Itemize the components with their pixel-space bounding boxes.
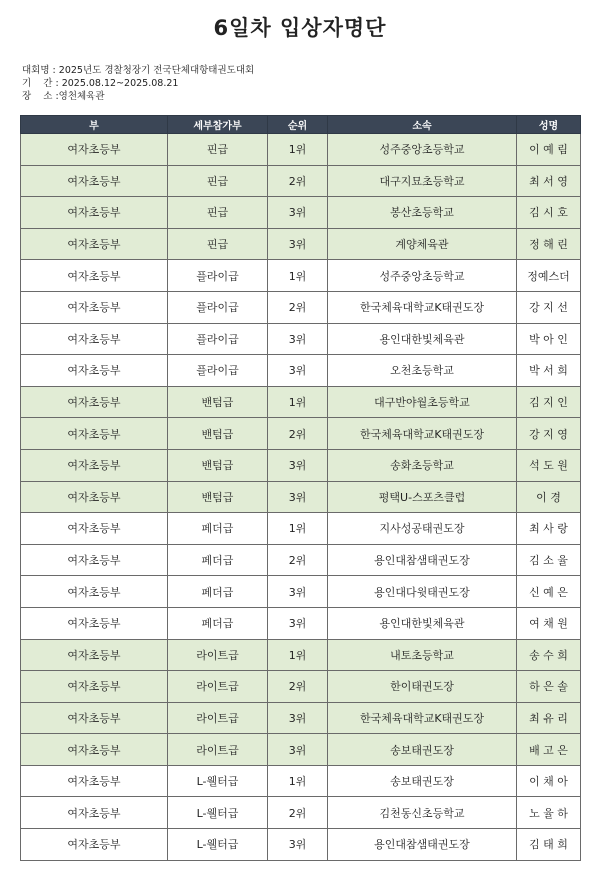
- cell-name: 정 해 린: [517, 228, 581, 260]
- cell-name: 최 서 영: [517, 165, 581, 197]
- cell-weight-class: 핀급: [168, 134, 268, 166]
- cell-weight-class: 페더급: [168, 544, 268, 576]
- cell-affiliation: 용인대한빛체육관: [328, 607, 517, 639]
- cell-rank: 3위: [268, 197, 328, 229]
- cell-name: 석 도 원: [517, 449, 581, 481]
- cell-division: 여자초등부: [21, 513, 168, 545]
- cell-division: 여자초등부: [21, 165, 168, 197]
- cell-division: 여자초등부: [21, 418, 168, 450]
- cell-division: 여자초등부: [21, 829, 168, 861]
- cell-rank: 2위: [268, 671, 328, 703]
- table-row: [21, 165, 581, 197]
- cell-affiliation: 송화초등학교: [328, 449, 517, 481]
- event-venue: 영천체육관: [58, 91, 105, 103]
- results-table: [20, 115, 581, 861]
- cell-division: 여자초등부: [21, 260, 168, 292]
- cell-division: 여자초등부: [21, 386, 168, 418]
- cell-name: 최 유 리: [517, 702, 581, 734]
- table-row: [21, 260, 581, 292]
- cell-division: 여자초등부: [21, 797, 168, 829]
- event-info: [22, 64, 254, 104]
- cell-name: 김 지 인: [517, 386, 581, 418]
- event-venue-label: 장 소 :: [22, 91, 59, 103]
- cell-affiliation: 용인대한빛체육관: [328, 323, 517, 355]
- cell-division: 여자초등부: [21, 323, 168, 355]
- cell-division: 여자초등부: [21, 197, 168, 229]
- cell-affiliation: 김천동신초등학교: [328, 797, 517, 829]
- cell-rank: 1위: [268, 134, 328, 166]
- event-period-row: [22, 77, 254, 90]
- event-name-row: [22, 64, 254, 77]
- cell-name: 박 서 희: [517, 355, 581, 387]
- cell-rank: 1위: [268, 639, 328, 671]
- cell-weight-class: 플라이급: [168, 355, 268, 387]
- cell-rank: 3위: [268, 734, 328, 766]
- cell-division: 여자초등부: [21, 734, 168, 766]
- cell-rank: 3위: [268, 355, 328, 387]
- table-row: [21, 197, 581, 229]
- cell-affiliation: 용인대참샘태권도장: [328, 544, 517, 576]
- cell-weight-class: 라이트급: [168, 702, 268, 734]
- cell-affiliation: 평택U-스포츠클럽: [328, 481, 517, 513]
- cell-affiliation: 성주중앙초등학교: [328, 134, 517, 166]
- cell-name: 여 채 원: [517, 607, 581, 639]
- cell-division: 여자초등부: [21, 671, 168, 703]
- header-weight-class: 세부참가부: [168, 116, 268, 134]
- cell-division: 여자초등부: [21, 702, 168, 734]
- cell-affiliation: 오천초등학교: [328, 355, 517, 387]
- cell-weight-class: 페더급: [168, 513, 268, 545]
- table-row: [21, 449, 581, 481]
- table-row: [21, 544, 581, 576]
- cell-rank: 3위: [268, 481, 328, 513]
- cell-affiliation: 계양체육관: [328, 228, 517, 260]
- table-row: [21, 134, 581, 166]
- cell-affiliation: 대구반야월초등학교: [328, 386, 517, 418]
- cell-affiliation: 대구지묘초등학교: [328, 165, 517, 197]
- table-row: [21, 607, 581, 639]
- cell-division: 여자초등부: [21, 544, 168, 576]
- cell-weight-class: 밴텀급: [168, 418, 268, 450]
- cell-rank: 1위: [268, 513, 328, 545]
- cell-rank: 3위: [268, 449, 328, 481]
- event-venue-row: [22, 90, 254, 103]
- table-row: [21, 639, 581, 671]
- cell-name: 배 고 은: [517, 734, 581, 766]
- cell-name: 정예스더: [517, 260, 581, 292]
- header-affiliation: 소속: [328, 116, 517, 134]
- table-row: [21, 734, 581, 766]
- table-row: [21, 291, 581, 323]
- event-name: 2025년도 경찰청장기 전국단체대항태권도대회: [58, 65, 255, 76]
- cell-weight-class: 라이트급: [168, 639, 268, 671]
- cell-rank: 2위: [268, 797, 328, 829]
- cell-rank: 1위: [268, 386, 328, 418]
- cell-affiliation: 송보태권도장: [328, 734, 517, 766]
- table-row: [21, 418, 581, 450]
- table-row: [21, 228, 581, 260]
- cell-weight-class: L-웰터급: [168, 765, 268, 797]
- table-row: [21, 702, 581, 734]
- cell-name: 이 채 아: [517, 765, 581, 797]
- cell-affiliation: 한국체육대학교K태권도장: [328, 291, 517, 323]
- cell-affiliation: 내토초등학교: [328, 639, 517, 671]
- cell-affiliation: 용인대참샘태권도장: [328, 829, 517, 861]
- cell-rank: 1위: [268, 765, 328, 797]
- table-row: [21, 829, 581, 861]
- cell-rank: 1위: [268, 260, 328, 292]
- event-period-label: 기 간 :: [22, 78, 62, 90]
- event-period: 2025.08.12~2025.08.21: [61, 78, 179, 90]
- cell-affiliation: 한이태권도장: [328, 671, 517, 703]
- cell-name: 신 예 은: [517, 576, 581, 608]
- header-name: 성명: [517, 116, 581, 134]
- cell-affiliation: 용인대다윗태권도장: [328, 576, 517, 608]
- cell-weight-class: 핀급: [168, 228, 268, 260]
- cell-affiliation: 한국체육대학교K태권도장: [328, 418, 517, 450]
- table-row: [21, 671, 581, 703]
- cell-rank: 2위: [268, 544, 328, 576]
- cell-weight-class: 플라이급: [168, 260, 268, 292]
- table-row: [21, 797, 581, 829]
- cell-rank: 2위: [268, 291, 328, 323]
- cell-weight-class: 핀급: [168, 165, 268, 197]
- cell-weight-class: 플라이급: [168, 323, 268, 355]
- table-row: [21, 576, 581, 608]
- table-row: [21, 355, 581, 387]
- cell-name: 강 지 선: [517, 291, 581, 323]
- table-row: [21, 323, 581, 355]
- table-row: [21, 386, 581, 418]
- cell-rank: 3위: [268, 228, 328, 260]
- cell-rank: 3위: [268, 702, 328, 734]
- table-row: [21, 513, 581, 545]
- cell-weight-class: 라이트급: [168, 671, 268, 703]
- cell-weight-class: 밴텀급: [168, 481, 268, 513]
- cell-name: 최 사 랑: [517, 513, 581, 545]
- cell-name: 김 소 율: [517, 544, 581, 576]
- cell-name: 이 경: [517, 481, 581, 513]
- cell-affiliation: 송보태권도장: [328, 765, 517, 797]
- cell-rank: 3위: [268, 607, 328, 639]
- cell-name: 하 은 솔: [517, 671, 581, 703]
- header-rank: 순위: [268, 116, 328, 134]
- header-division: 부: [21, 116, 168, 134]
- cell-name: 이 예 림: [517, 134, 581, 166]
- cell-name: 송 수 희: [517, 639, 581, 671]
- cell-division: 여자초등부: [21, 765, 168, 797]
- table-header-row: [21, 116, 581, 134]
- cell-name: 강 지 영: [517, 418, 581, 450]
- cell-rank: 2위: [268, 165, 328, 197]
- cell-rank: 3위: [268, 323, 328, 355]
- cell-division: 여자초등부: [21, 607, 168, 639]
- cell-division: 여자초등부: [21, 481, 168, 513]
- cell-name: 김 시 호: [517, 197, 581, 229]
- cell-name: 박 아 인: [517, 323, 581, 355]
- cell-affiliation: 봉산초등학교: [328, 197, 517, 229]
- event-name-label: 대회명 :: [22, 65, 59, 76]
- cell-weight-class: 밴텀급: [168, 386, 268, 418]
- cell-name: 김 태 희: [517, 829, 581, 861]
- table-row: [21, 481, 581, 513]
- cell-rank: 2위: [268, 418, 328, 450]
- cell-division: 여자초등부: [21, 449, 168, 481]
- cell-rank: 3위: [268, 829, 328, 861]
- cell-weight-class: 페더급: [168, 576, 268, 608]
- cell-division: 여자초등부: [21, 355, 168, 387]
- cell-weight-class: L-웰터급: [168, 829, 268, 861]
- cell-weight-class: L-웰터급: [168, 797, 268, 829]
- cell-weight-class: 라이트급: [168, 734, 268, 766]
- cell-rank: 3위: [268, 576, 328, 608]
- cell-division: 여자초등부: [21, 639, 168, 671]
- cell-division: 여자초등부: [21, 576, 168, 608]
- cell-weight-class: 페더급: [168, 607, 268, 639]
- cell-name: 노 율 하: [517, 797, 581, 829]
- cell-affiliation: 지사성공태권도장: [328, 513, 517, 545]
- cell-division: 여자초등부: [21, 228, 168, 260]
- cell-division: 여자초등부: [21, 134, 168, 166]
- cell-weight-class: 플라이급: [168, 291, 268, 323]
- page-title: 6일차 입상자명단: [213, 16, 387, 40]
- table-row: [21, 765, 581, 797]
- cell-affiliation: 성주중앙초등학교: [328, 260, 517, 292]
- cell-affiliation: 한국체육대학교K태권도장: [328, 702, 517, 734]
- cell-weight-class: 핀급: [168, 197, 268, 229]
- cell-division: 여자초등부: [21, 291, 168, 323]
- cell-weight-class: 밴텀급: [168, 449, 268, 481]
